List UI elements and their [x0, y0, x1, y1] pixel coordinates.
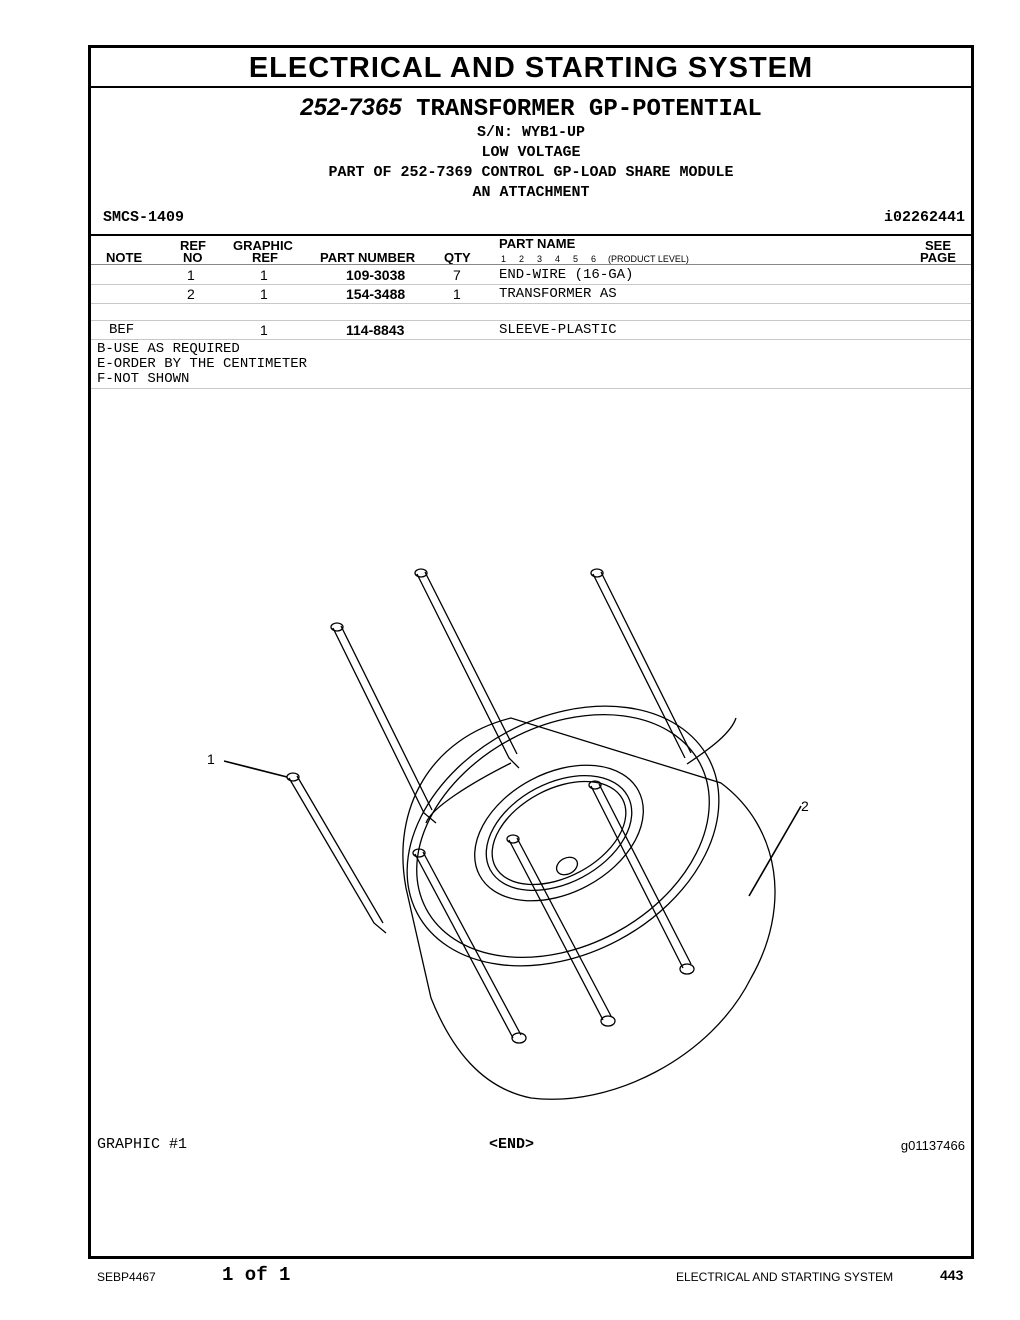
part-name: TRANSFORMER AS — [499, 286, 617, 302]
col-see-top: SEE — [925, 238, 952, 253]
part-name: SLEEVE-PLASTIC — [499, 322, 617, 338]
transformer-drawing — [91, 388, 971, 1128]
col-qty: QTY — [444, 250, 471, 265]
level-2: 2 — [519, 254, 525, 264]
group-name: TRANSFORMER GP-POTENTIAL — [416, 96, 762, 123]
level-1: 1 — [501, 254, 507, 264]
wire-set — [287, 569, 694, 1043]
graphic-id: g01137466 — [900, 1138, 965, 1153]
serial-range: S/N: WYB1-UP — [476, 124, 586, 141]
note-f: F-NOT SHOWN — [97, 371, 190, 387]
header-rule — [91, 264, 971, 265]
col-see-bottom: PAGE — [920, 250, 956, 265]
row-rule — [91, 284, 971, 285]
variant-line: LOW VOLTAGE — [481, 144, 581, 161]
col-graphic-top: GRAPHIC — [233, 238, 293, 253]
page-frame — [88, 45, 974, 1259]
col-ref-top: REF — [180, 238, 206, 253]
product-level-label: (PRODUCT LEVEL) — [608, 254, 689, 264]
callout-1: 1 — [207, 751, 215, 767]
system-title: ELECTRICAL AND STARTING SYSTEM — [91, 48, 971, 88]
row-rule — [91, 320, 971, 321]
level-3: 3 — [537, 254, 543, 264]
group-number: 252-7365 — [300, 94, 402, 121]
ref-no: 2 — [187, 286, 195, 302]
note-b: B-USE AS REQUIRED — [97, 341, 240, 357]
col-part-name: PART NAME — [499, 236, 576, 251]
row-rule — [91, 339, 971, 340]
qty: 1 — [453, 286, 461, 302]
ref-no: 1 — [187, 267, 195, 283]
footer-section: ELECTRICAL AND STARTING SYSTEM — [676, 1270, 894, 1284]
part-number: 114-8843 — [346, 322, 405, 338]
col-note: NOTE — [106, 250, 143, 265]
col-part-number: PART NUMBER — [320, 250, 416, 265]
part-number: 154-3488 — [346, 286, 406, 302]
graphic-ref: 1 — [260, 322, 268, 338]
callout-1-leader — [224, 761, 287, 777]
smcs-code: SMCS-1409 — [103, 209, 185, 226]
footer-page-of: 1 of 1 — [222, 1264, 291, 1286]
note-e: E-ORDER BY THE CENTIMETER — [97, 356, 308, 372]
note-code: BEF — [109, 322, 135, 338]
level-6: 6 — [591, 254, 597, 264]
end-marker: <END> — [489, 1136, 535, 1153]
qty: 7 — [453, 267, 461, 283]
group-title — [91, 94, 971, 124]
graphic-label: GRAPHIC #1 — [97, 1136, 188, 1153]
part-of-line: PART OF 252-7369 CONTROL GP-LOAD SHARE MODULE — [328, 164, 734, 181]
attachment-line: AN ATTACHMENT — [472, 184, 590, 201]
part-number: 109-3038 — [346, 267, 406, 283]
footer-page-number: 443 — [940, 1267, 964, 1283]
callout-2: 2 — [801, 798, 809, 814]
document-id: i02262441 — [883, 209, 965, 226]
graphic-ref: 1 — [260, 267, 268, 283]
level-4: 4 — [555, 254, 561, 264]
level-5: 5 — [573, 254, 579, 264]
graphic-ref: 1 — [260, 286, 268, 302]
part-name: END-WIRE (16-GA) — [499, 267, 634, 283]
footer-doc-number: SEBP4467 — [97, 1270, 156, 1284]
row-rule — [91, 303, 971, 304]
col-graphic-bottom: REF — [252, 250, 278, 265]
col-ref-bottom: NO — [183, 250, 203, 265]
